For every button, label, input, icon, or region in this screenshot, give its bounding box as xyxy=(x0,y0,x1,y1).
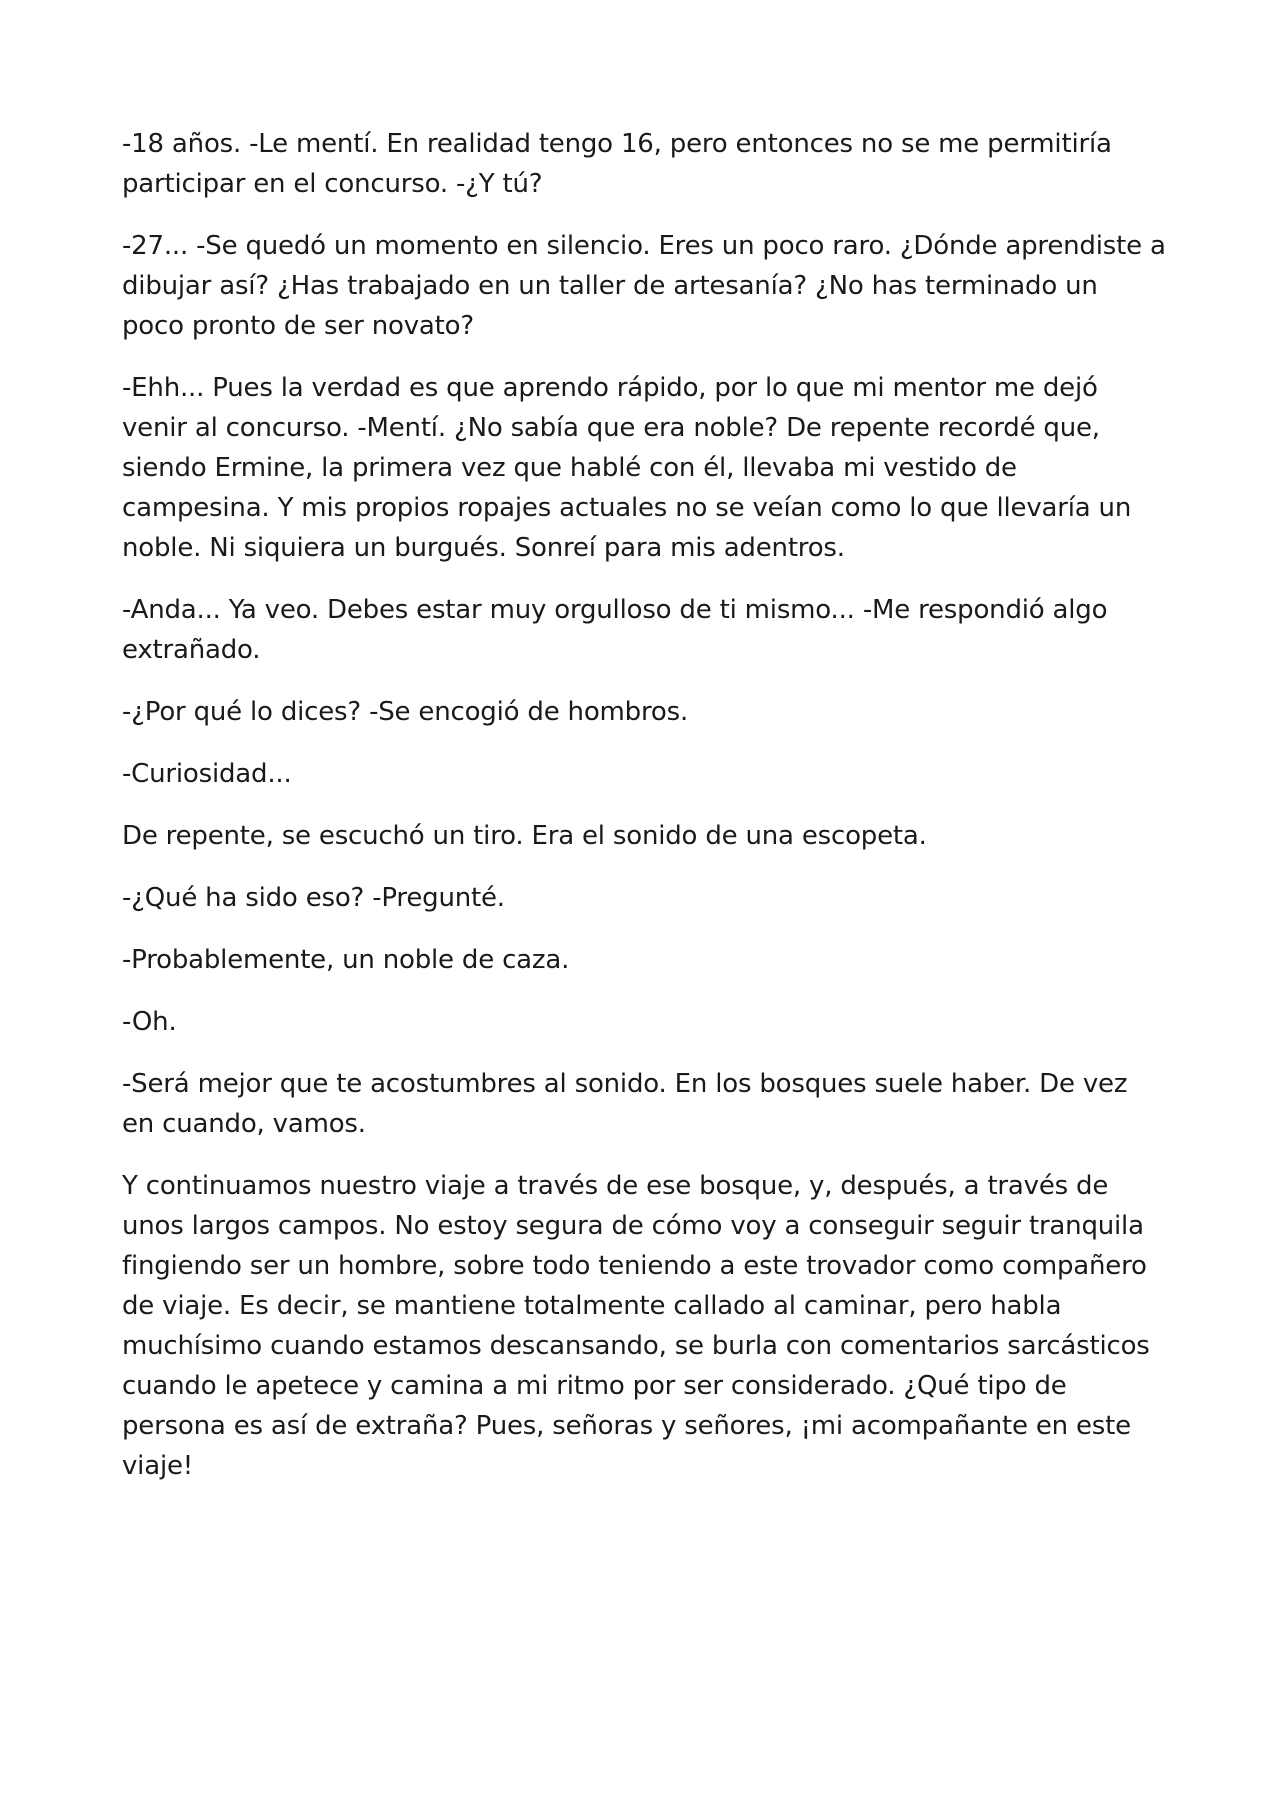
paragraph: -¿Por qué lo dices? -Se encogió de hombros. xyxy=(122,697,689,727)
paragraph: -Ehh... Pues la verdad es que aprendo rápido, por lo que mi mentor me dejó venir al concurso. -Mentí. ¿No sabía que era noble? De repente recordé que, siendo Ermine, la primera vez que hablé con él, llevaba mi vestido de campesina. Y mis propios ropajes actuales no se veían como lo que llevaría un noble. Ni siquiera un burgués. Sonreí para mis adentros. xyxy=(122,373,1132,563)
document-page xyxy=(122,124,1167,1508)
paragraph: -¿Qué ha sido eso? -Pregunté. xyxy=(122,883,505,913)
paragraph: -Curiosidad... xyxy=(122,759,292,789)
paragraph: De repente, se escuchó un tiro. Era el sonido de una escopeta. xyxy=(122,821,927,851)
paragraph: Y continuamos nuestro viaje a través de ese bosque, y, después, a través de unos largos campos. No estoy segura de cómo voy a conseguir seguir tranquila fingiendo ser un hombre, sobre todo teniendo a este trovador como compañero de viaje. Es decir, se mantiene totalmente callado al caminar, pero habla muchísimo cuando estamos descansando, se burla con comentarios sarcásticos cuando le apetece y camina a mi ritmo por ser considerado. ¿Qué tipo de persona es así de extraña? Pues, señoras y señores, ¡mi acompañante en este viaje! xyxy=(122,1171,1150,1481)
paragraph: -Anda... Ya veo. Debes estar muy orgulloso de ti mismo... -Me respondió algo extrañado. xyxy=(122,595,1108,665)
paragraph: -Oh. xyxy=(122,1007,177,1037)
paragraph: -27... -Se quedó un momento en silencio. Eres un poco raro. ¿Dónde aprendiste a dibujar así? ¿Has trabajado en un taller de artesanía? ¿No has terminado un poco pronto de ser novato? xyxy=(122,231,1166,341)
paragraph: -Probablemente, un noble de caza. xyxy=(122,945,570,975)
paragraph: -18 años. -Le mentí. En realidad tengo 16, pero entonces no se me permitiría participar en el concurso. -¿Y tú? xyxy=(122,129,1112,199)
paragraph: -Será mejor que te acostumbres al sonido. En los bosques suele haber. De vez en cuando, vamos. xyxy=(122,1069,1128,1139)
